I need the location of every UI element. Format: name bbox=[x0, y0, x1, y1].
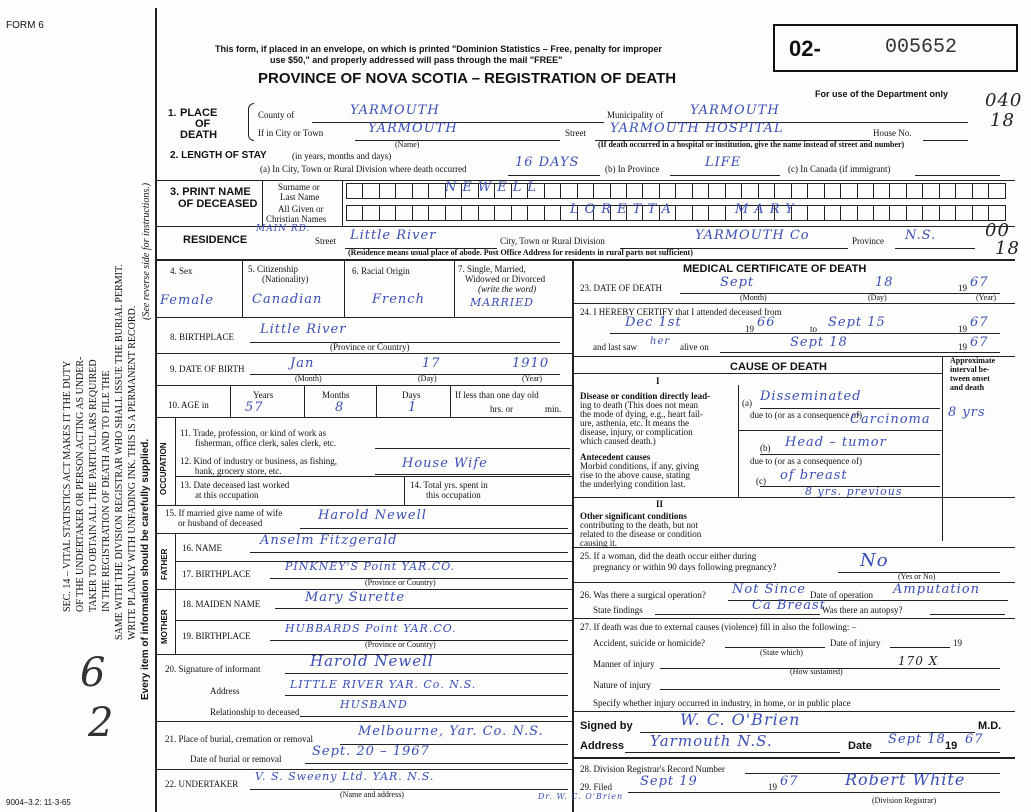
occupation-value[interactable]: House Wife bbox=[402, 456, 488, 471]
dob-day[interactable]: 17 bbox=[422, 356, 441, 371]
cause-a-line bbox=[760, 408, 940, 409]
registrar-sub: (Division Registrar) bbox=[872, 796, 937, 805]
from-yr-pre: 19 bbox=[745, 324, 754, 334]
occ-12b: bank, grocery store, etc. bbox=[195, 466, 282, 476]
father-bp-label: 17. BIRTHPLACE bbox=[182, 569, 251, 579]
stay-canada-label: (c) In Canada (if immigrant) bbox=[788, 164, 891, 174]
spouse-line bbox=[300, 528, 568, 529]
pregnancy-value[interactable]: No bbox=[860, 550, 889, 571]
occ-13-div bbox=[404, 476, 405, 505]
signed-by-value[interactable]: W. C. O'Brien bbox=[680, 710, 801, 729]
sig-address-value[interactable]: Yarmouth N.S. bbox=[650, 732, 773, 750]
death-day[interactable]: 18 bbox=[875, 275, 894, 290]
row-line-23 bbox=[572, 303, 1015, 304]
antecedent-3: rise to the above cause, stating bbox=[580, 470, 690, 480]
spouse-label-b: or husband of deceased bbox=[178, 518, 263, 528]
father-name-value[interactable]: Anselm Fitzgerald bbox=[260, 533, 398, 548]
accident-label: Accident, suicide or homicide? bbox=[593, 638, 705, 648]
sig-date-line bbox=[880, 752, 1000, 753]
occ-13b: at this occupation bbox=[195, 490, 259, 500]
col-div-4 bbox=[242, 259, 243, 317]
manner-label: Manner of injury bbox=[593, 659, 655, 669]
sig-date-label: Date bbox=[848, 740, 872, 752]
row-line-8 bbox=[155, 353, 572, 354]
occ-11-line bbox=[375, 448, 570, 449]
medical-title: MEDICAL CERTIFICATE OF DEATH bbox=[683, 263, 867, 275]
alive-yr-pre: 19 bbox=[958, 342, 967, 352]
filed-line bbox=[628, 792, 1000, 793]
dob-month[interactable]: Jan bbox=[290, 356, 315, 371]
given-value-1[interactable]: LORETTA bbox=[570, 202, 677, 217]
informant-rel-label: Relationship to deceased bbox=[210, 707, 300, 717]
findings-line bbox=[655, 614, 820, 615]
father-side-label: FATHER bbox=[160, 548, 169, 580]
city-line bbox=[355, 140, 560, 141]
cause-a-bottom bbox=[738, 430, 942, 431]
occ-11a: 11. Trade, profession, or kind of work as bbox=[180, 428, 327, 438]
burial-date-label: Date of burial or removal bbox=[190, 754, 282, 764]
row-line-20 bbox=[155, 721, 572, 722]
disease-text-1: Disease or condition directly lead- bbox=[580, 391, 711, 401]
op-date-label: Date of operation bbox=[810, 590, 873, 600]
disease-text-4: ure, asthenia, etc. It means the bbox=[580, 418, 689, 428]
county-value[interactable]: YARMOUTH bbox=[350, 103, 440, 118]
disease-text-6: which caused death.) bbox=[580, 436, 656, 446]
notice-line-1: This form, if placed in an envelope, on which is printed "Dominion Statistics – Free, penalty for improper bbox=[215, 44, 662, 54]
res-street-label: Street bbox=[315, 236, 336, 246]
mother-bp-label: 19. BIRTHPLACE bbox=[182, 631, 251, 641]
death-year[interactable]: 67 bbox=[970, 275, 989, 290]
external-label: 27. If death was due to external causes (violence) fill in also the following: – bbox=[580, 622, 857, 632]
street-value[interactable]: YARMOUTH HOSPITAL bbox=[610, 121, 784, 136]
marital-label-2: Widowed or Divorced bbox=[465, 274, 546, 284]
county-line bbox=[312, 122, 604, 123]
filed-label: 29. Filed bbox=[580, 782, 613, 792]
from-yr[interactable]: 66 bbox=[757, 315, 776, 330]
sig-address-line bbox=[625, 752, 840, 753]
record-number-label: 28. Division Registrar's Record Number bbox=[580, 764, 725, 774]
name-label-b: OF DECEASED bbox=[178, 198, 258, 210]
row-line-10 bbox=[155, 417, 572, 418]
antecedent-4: the underlying condition last. bbox=[580, 479, 686, 489]
stay-province-value[interactable]: LIFE bbox=[705, 155, 742, 170]
informant-sig-label: 20. Signature of informant bbox=[165, 664, 261, 674]
form-left-border bbox=[155, 8, 157, 812]
row-line-sig bbox=[572, 757, 1015, 759]
to-label: to bbox=[810, 324, 818, 334]
house-line bbox=[923, 140, 968, 141]
father-bp-value[interactable]: PINKNEY'S Point YAR.CO. bbox=[285, 560, 456, 573]
father-bp-sub: (Province or Country) bbox=[365, 578, 436, 587]
margin-scribble: 6 bbox=[80, 650, 107, 696]
dept-code-1: 040 bbox=[985, 90, 1023, 111]
interval-label-2: interval be- bbox=[950, 365, 990, 374]
birthplace-sub: (Province or Country) bbox=[330, 342, 410, 352]
res-province-label: Province bbox=[852, 236, 884, 246]
city-value[interactable]: YARMOUTH bbox=[368, 121, 458, 136]
stay-label: 2. LENGTH OF STAY bbox=[170, 150, 267, 161]
birthplace-value[interactable]: Little River bbox=[260, 322, 347, 337]
father-name-line bbox=[250, 552, 568, 553]
registration-number-box bbox=[773, 24, 1018, 72]
occ-13a: 13. Date deceased last worked bbox=[180, 480, 290, 490]
state-which-sub: (State which) bbox=[760, 648, 803, 657]
death-month-sub: (Month) bbox=[740, 293, 767, 302]
mother-maiden-line bbox=[275, 608, 568, 609]
cause-c2-value[interactable]: 8 yrs. previous bbox=[805, 485, 903, 498]
less-than-day-label: If less than one day old bbox=[455, 390, 539, 400]
manner-value[interactable]: 170 X bbox=[898, 654, 939, 668]
place-of-label: OF bbox=[195, 118, 211, 130]
informant-rel-line bbox=[300, 716, 568, 717]
citizen-value[interactable]: Canadian bbox=[252, 292, 323, 307]
stay-province-label: (b) In Province bbox=[605, 164, 660, 174]
filed-yr-pre: 19 bbox=[768, 782, 777, 792]
cause-header-line bbox=[572, 373, 942, 374]
from-date[interactable]: Dec 1st bbox=[625, 315, 682, 330]
dob-month-sub: (Month) bbox=[295, 374, 322, 383]
interval-label-4: and death bbox=[950, 383, 985, 392]
racial-label: 6. Racial Origin bbox=[352, 266, 410, 276]
city-name-sub: (Name) bbox=[395, 140, 420, 149]
sig-date-value[interactable]: Sept 18 bbox=[888, 732, 946, 747]
burial-date-line bbox=[305, 763, 568, 764]
statute-line-5: SAME WITH THE DIVISION REGISTRAR WHO SHALL ISSUE THE BURIAL PERMIT. bbox=[114, 264, 125, 640]
yes-no-sub: (Yes or No) bbox=[898, 572, 936, 581]
mother-maiden-value[interactable]: Mary Surette bbox=[305, 590, 406, 605]
alive-on-label: alive on bbox=[680, 342, 709, 352]
statute-line-3: TAKER TO OBTAIN ALL THE PARTICULARS REQUIRED bbox=[88, 359, 99, 612]
occupation-side-label: OCCUPATION bbox=[159, 442, 168, 495]
given-value-2[interactable]: MARY bbox=[735, 202, 800, 217]
marital-label-3: (write the word) bbox=[478, 284, 537, 294]
age-label: 10. AGE in bbox=[168, 400, 209, 410]
row-line-7 bbox=[155, 317, 572, 318]
to-yr-pre: 19 bbox=[958, 324, 967, 334]
cause-b-mark: (b) bbox=[760, 443, 771, 453]
informant-sig-line bbox=[285, 673, 568, 674]
cause-b-value[interactable]: Head – tumor bbox=[785, 435, 887, 450]
findings-label: State findings bbox=[593, 605, 643, 615]
certify-line bbox=[610, 333, 1000, 334]
occ-12a: 12. Kind of industry or business, as fishing, bbox=[180, 456, 337, 466]
cause-c-mark: (c) bbox=[756, 476, 766, 486]
undertaker-line bbox=[250, 789, 568, 790]
years-label: Years bbox=[253, 390, 274, 400]
res-street-value[interactable]: Little River bbox=[350, 228, 437, 243]
undertaker-value[interactable]: V. S. Sweeny Ltd. YAR. N.S. bbox=[255, 770, 435, 783]
disease-text-5: disease, injury, or complication bbox=[580, 427, 693, 437]
hrs-label: hrs. or bbox=[490, 404, 513, 414]
md-label: M.D. bbox=[978, 720, 1002, 732]
sig-address-label: Address bbox=[580, 740, 625, 752]
filed-yr[interactable]: 67 bbox=[780, 774, 799, 789]
pregnancy-label-b: pregnancy or within 90 days following pregnancy? bbox=[593, 562, 777, 572]
age-months[interactable]: 8 bbox=[335, 400, 345, 415]
surname-label-2: Last Name bbox=[280, 192, 320, 202]
autopsy-line bbox=[930, 614, 1005, 615]
cause-title: CAUSE OF DEATH bbox=[730, 361, 827, 373]
surname-value[interactable]: NEWELL bbox=[445, 180, 542, 195]
pregnancy-label-a: 25. If a woman, did the death occur either during bbox=[580, 551, 757, 561]
col-div-5 bbox=[344, 259, 345, 317]
stay-city-value[interactable]: 16 DAYS bbox=[515, 155, 580, 170]
stay-city-label: (a) In City, Town or Rural Division where death occurred bbox=[260, 164, 467, 174]
cause-c-value[interactable]: of breast bbox=[780, 468, 848, 483]
death-year-pre: 19 bbox=[958, 283, 967, 293]
death-date-line bbox=[680, 293, 1000, 294]
other-4: causing it. bbox=[580, 538, 617, 548]
occ-11b: fisherman, office clerk, sales clerk, etc. bbox=[195, 438, 337, 448]
instructions-note: (See reverse side for instructions.) bbox=[141, 182, 152, 320]
marital-label-1: 7. Single, Married, bbox=[458, 264, 526, 274]
mother-row-line bbox=[175, 620, 572, 621]
due-to-2: due to (or as a consequence of) bbox=[750, 456, 862, 466]
county-label: County of bbox=[258, 110, 295, 120]
dept-code-2: 18 bbox=[990, 110, 1015, 131]
cause-a2-value[interactable]: Carcinoma bbox=[850, 412, 931, 427]
sex-label: 4. Sex bbox=[170, 266, 193, 276]
informant-addr-value[interactable]: LITTLE RIVER YAR. Co. N.S. bbox=[290, 678, 477, 691]
alive-date[interactable]: Sept 18 bbox=[790, 335, 848, 350]
form-number: FORM 6 bbox=[6, 20, 44, 31]
disease-text-2: ing to death (This does not mean bbox=[580, 400, 698, 410]
res-city-value[interactable]: YARMOUTH Co bbox=[695, 228, 810, 243]
name-top-line bbox=[155, 180, 1015, 181]
margin-scribble-2: 2 bbox=[88, 700, 115, 746]
informant-rel-value[interactable]: HUSBAND bbox=[340, 698, 408, 711]
registrar-signature[interactable]: Robert White bbox=[845, 770, 966, 789]
findings-value[interactable]: Ca Breast bbox=[752, 598, 826, 613]
spouse-value[interactable]: Harold Newell bbox=[318, 508, 427, 523]
sig-date-yr[interactable]: 67 bbox=[965, 732, 984, 747]
marital-value[interactable]: MARRIED bbox=[470, 296, 534, 309]
age-days[interactable]: 1 bbox=[408, 400, 418, 415]
statute-line-2: OF THE UNDERTAKER OR PERSON ACTING AS UNDER- bbox=[75, 356, 86, 612]
interval-a-value[interactable]: 8 yrs bbox=[948, 405, 986, 420]
place-brace bbox=[248, 103, 254, 141]
to-yr[interactable]: 67 bbox=[970, 315, 989, 330]
antecedent-2: Morbid conditions, if any, giving bbox=[580, 461, 699, 471]
name-divider bbox=[262, 180, 263, 226]
citizen-label: 5. Citizenship bbox=[248, 264, 298, 274]
res-city-label: City, Town or Rural Division bbox=[500, 236, 605, 246]
dob-day-sub: (Day) bbox=[418, 374, 437, 383]
nature-line bbox=[660, 689, 1000, 690]
statute-line-1: SEC. 14 – VITAL STATISTICS ACT MAKES IT THE DUTY bbox=[62, 360, 73, 612]
occ-14a: 14. Total yrs. spent in bbox=[410, 480, 488, 490]
age-div-1 bbox=[230, 385, 231, 417]
residence-bottom-line bbox=[155, 259, 1015, 261]
form-title: PROVINCE OF NOVA SCOTIA – REGISTRATION OF DEATH bbox=[258, 70, 677, 87]
cause-a-mark: (a) bbox=[742, 398, 752, 408]
injury-date-line bbox=[890, 647, 950, 648]
row-line-9 bbox=[155, 385, 572, 386]
statute-line-4: IN THE REGISTRATION OF DEATH AND TO FILE THE bbox=[101, 370, 112, 612]
other-3: related to the disease or condition bbox=[580, 529, 702, 539]
supply-note: Every item of information should be carefully supplied. bbox=[140, 438, 151, 700]
residence-road[interactable]: MAIN RD. bbox=[256, 224, 311, 234]
death-year-sub: (Year) bbox=[976, 293, 997, 302]
roman-2: II bbox=[656, 499, 664, 509]
occ-12-line bbox=[375, 474, 570, 475]
death-month[interactable]: Sept bbox=[720, 275, 755, 290]
name-divider-2 bbox=[342, 180, 343, 226]
interval-label-3: tween onset bbox=[950, 374, 990, 383]
dob-year[interactable]: 1910 bbox=[512, 356, 550, 371]
row-line-other bbox=[572, 547, 1015, 548]
antecedent-1: Antecedent causes bbox=[580, 452, 651, 462]
column-divider bbox=[572, 259, 574, 812]
given-label-2: Christian Names bbox=[266, 214, 327, 224]
autopsy-label: Was there an autopsy? bbox=[822, 605, 903, 615]
stay-canada-line bbox=[915, 175, 1000, 176]
res-province-value[interactable]: N.S. bbox=[905, 228, 937, 243]
age-years[interactable]: 57 bbox=[245, 400, 264, 415]
notice-line-2: use $50," and properly addressed will pass through the mail "FREE" bbox=[270, 55, 563, 65]
death-day-sub: (Day) bbox=[868, 293, 887, 302]
roman-1: I bbox=[656, 376, 660, 386]
mother-side-label: MOTHER bbox=[160, 609, 169, 644]
house-label: House No. bbox=[873, 128, 912, 138]
municipality-label: Municipality of bbox=[607, 110, 664, 120]
surname-label: Surname or bbox=[278, 182, 320, 192]
reg-number: 005652 bbox=[885, 36, 958, 59]
undertaker-sub: (Name and address) bbox=[340, 790, 404, 799]
age-div-3 bbox=[376, 385, 377, 417]
burial-place-label: 21. Place of burial, cremation or removal bbox=[165, 734, 313, 744]
racial-value[interactable]: French bbox=[372, 292, 425, 307]
op-date-value[interactable]: Amputation bbox=[893, 582, 980, 597]
age-div-4 bbox=[450, 385, 451, 417]
dob-year-sub: (Year) bbox=[522, 374, 543, 383]
citizen-sub: (Nationality) bbox=[262, 274, 309, 284]
informant-sig-value[interactable]: Harold Newell bbox=[310, 652, 434, 670]
name-label-a: 3. PRINT NAME bbox=[170, 186, 251, 198]
cause-b-line bbox=[760, 454, 940, 455]
burial-date-value[interactable]: Sept. 20 – 1967 bbox=[312, 744, 430, 759]
informant-addr-line bbox=[285, 695, 568, 696]
death-date-label: 23. DATE OF DEATH bbox=[580, 283, 662, 293]
interval-divider bbox=[942, 356, 943, 541]
row-line-26 bbox=[572, 618, 1015, 619]
residence-label: RESIDENCE bbox=[183, 234, 248, 246]
stay-city-line bbox=[508, 175, 600, 176]
dob-label: 9. DATE OF BIRTH bbox=[170, 364, 245, 374]
res-province-line bbox=[895, 248, 975, 249]
alive-line bbox=[720, 352, 1000, 353]
occ-bracket bbox=[175, 417, 176, 505]
doctor-note: Dr. W. C. O'Brien bbox=[538, 792, 624, 801]
to-date[interactable]: Sept 15 bbox=[828, 315, 886, 330]
father-name-label: 16. NAME bbox=[182, 543, 222, 553]
how-sustained-sub: (How sustained) bbox=[790, 667, 843, 676]
nature-label: Nature of injury bbox=[593, 680, 651, 690]
specify-label: Specify whether injury occurred in industry, in home, or in public place bbox=[593, 698, 851, 708]
row-line-14 bbox=[155, 505, 572, 506]
mother-maiden-label: 18. MAIDEN NAME bbox=[182, 599, 261, 609]
sig-date-yr-pre: 19 bbox=[945, 740, 958, 752]
injury-yr-pre: 19 bbox=[953, 638, 962, 648]
mother-bp-sub: (Province or Country) bbox=[365, 640, 436, 649]
stay-units: (in years, months and days) bbox=[292, 151, 392, 161]
cause-section-line bbox=[572, 497, 1015, 498]
residence-note: (Residence means usual place of abode. Post Office Address for residents in rural parts not sufficient) bbox=[348, 248, 693, 257]
alive-yr[interactable]: 67 bbox=[970, 335, 989, 350]
cause-label-divider bbox=[738, 385, 739, 497]
interval-label-1: Approximate bbox=[950, 356, 996, 365]
form-code: 9004–3.2: 11-3-65 bbox=[6, 798, 71, 807]
occ-row-line bbox=[175, 476, 572, 477]
certify-label: 24. I HEREBY CERTIFY that I attended deceased from bbox=[580, 307, 782, 317]
mother-bracket bbox=[175, 589, 176, 654]
injury-date-label: Date of injury bbox=[830, 638, 881, 648]
filed-date[interactable]: Sept 19 bbox=[640, 774, 698, 789]
min-label: min. bbox=[545, 404, 562, 414]
days-label: Days bbox=[402, 390, 421, 400]
burial-place-value[interactable]: Melbourne, Yar. Co. N.S. bbox=[358, 724, 544, 739]
occ-14b: this occupation bbox=[426, 490, 481, 500]
dept-code-4: 18 bbox=[995, 238, 1020, 259]
signed-by-label: Signed by bbox=[580, 720, 633, 732]
col-div-6 bbox=[454, 259, 455, 317]
spouse-label-a: 15. If married give name of wife bbox=[165, 508, 283, 518]
sex-value[interactable]: Female bbox=[160, 293, 214, 308]
place-num: 1. bbox=[168, 108, 177, 119]
other-1: Other significant conditions bbox=[580, 511, 687, 521]
last-saw-her[interactable]: her bbox=[650, 336, 671, 347]
surgery-label: 26. Was there a surgical operation? bbox=[580, 590, 706, 600]
disease-text-3: the mode of dying, e.g., heart fail- bbox=[580, 409, 703, 419]
months-label: Months bbox=[322, 390, 350, 400]
age-div-2 bbox=[304, 385, 305, 417]
place-label: PLACE bbox=[180, 107, 218, 119]
dept-use-label: For use of the Department only bbox=[815, 89, 949, 99]
cause-a-value[interactable]: Disseminated bbox=[760, 389, 862, 404]
stay-province-line bbox=[670, 175, 780, 176]
reg-prefix: 02- bbox=[789, 36, 821, 61]
statute-line-6: WRITE PLAINLY WITH UNFADING INK. THIS IS A PERMANENT RECORD. bbox=[127, 305, 138, 640]
due-to-1: due to (or as a consequence of) bbox=[750, 410, 862, 420]
row-line-24 bbox=[572, 356, 1015, 357]
surgery-value[interactable]: Not Since bbox=[732, 582, 806, 597]
municipality-value[interactable]: YARMOUTH bbox=[690, 103, 780, 118]
birthplace-label: 8. BIRTHPLACE bbox=[170, 332, 234, 342]
informant-addr-label: Address bbox=[210, 686, 240, 696]
mother-bp-value[interactable]: HUBBARDS Point YAR.CO. bbox=[285, 622, 457, 635]
last-saw-label: and last saw bbox=[593, 342, 637, 352]
place-death-label: DEATH bbox=[180, 129, 218, 141]
institution-note: (If death occurred in a hospital or institution, give the name instead of street and number) bbox=[598, 140, 905, 149]
other-2: contributing to the death, but not bbox=[580, 520, 698, 530]
dept-code-3: 00 bbox=[985, 220, 1010, 241]
street-label: Street bbox=[565, 128, 586, 138]
given-label: All Given or bbox=[278, 204, 324, 214]
undertaker-label: 22. UNDERTAKER bbox=[165, 779, 239, 789]
city-label: If in City or Town bbox=[258, 128, 324, 138]
